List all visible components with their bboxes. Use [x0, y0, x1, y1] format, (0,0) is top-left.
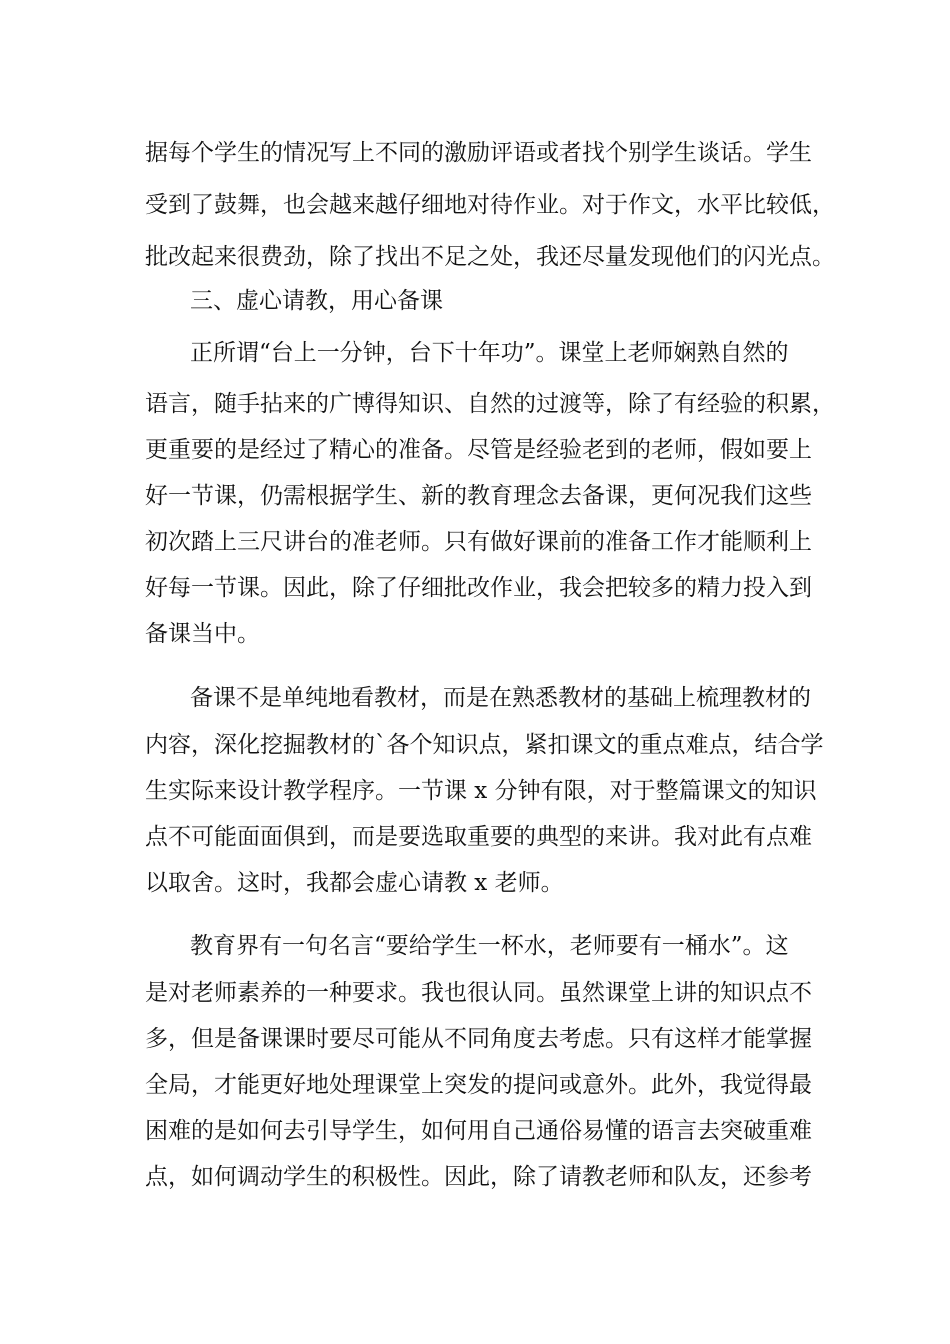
text-line: 好每一节课。因此，除了仔细批改作业，我会把较多的精力投入到 — [145, 575, 812, 601]
text-line: 是对老师素养的一种要求。我也很认同。虽然课堂上讲的知识点不 — [145, 980, 812, 1006]
text-line: 教育界有一句名言“要给学生一杯水，老师要有一桶水”。这 — [190, 933, 789, 959]
text-line: 正所谓“台上一分钟，台下十年功”。课堂上老师娴熟自然的 — [190, 340, 789, 366]
text-line: 语言，随手拈来的广博得知识、自然的过渡等，除了有经验的积累， — [145, 391, 835, 417]
text-line: 困难的是如何去引导学生，如何用自己通俗易懂的语言去突破重难 — [145, 1118, 812, 1144]
text-line: 生实际来设计教学程序。一节课 x 分钟有限，对于整篇课文的知识 — [145, 778, 817, 804]
text-line: 批改起来很费劲，除了找出不足之处，我还尽量发现他们的闪光点。 — [145, 244, 835, 270]
text-line: 初次踏上三尺讲台的准老师。只有做好课前的准备工作才能顺利上 — [145, 529, 812, 555]
text-line: 受到了鼓舞，也会越来越仔细地对待作业。对于作文，水平比较低， — [145, 192, 835, 218]
text-line: 备课当中。 — [145, 621, 260, 647]
text-line: 更重要的是经过了精心的准备。尽管是经验老到的老师，假如要上 — [145, 437, 812, 463]
text-line: 点，如何调动学生的积极性。因此，除了请教老师和队友，还参考 — [145, 1164, 812, 1190]
text-line: 全局，才能更好地处理课堂上突发的提问或意外。此外，我觉得最 — [145, 1072, 812, 1098]
section-heading: 三、虚心请教，用心备课 — [190, 288, 443, 314]
text-line: 多，但是备课课时要尽可能从不同角度去考虑。只有这样才能掌握 — [145, 1026, 812, 1052]
text-line: 好一节课，仍需根据学生、新的教育理念去备课，更何况我们这些 — [145, 483, 812, 509]
text-line: 点不可能面面俱到，而是要选取重要的典型的来讲。我对此有点难 — [145, 824, 812, 850]
text-line: 据每个学生的情况写上不同的激励评语或者找个别学生谈话。学生 — [145, 140, 812, 166]
text-line: 内容，深化挖掘教材的`各个知识点，紧扣课文的重点难点，结合学 — [145, 732, 824, 758]
text-line: 以取舍。这时，我都会虚心请教 x 老师。 — [145, 870, 564, 896]
text-line: 备课不是单纯地看教材，而是在熟悉教材的基础上梳理教材的 — [190, 685, 811, 711]
